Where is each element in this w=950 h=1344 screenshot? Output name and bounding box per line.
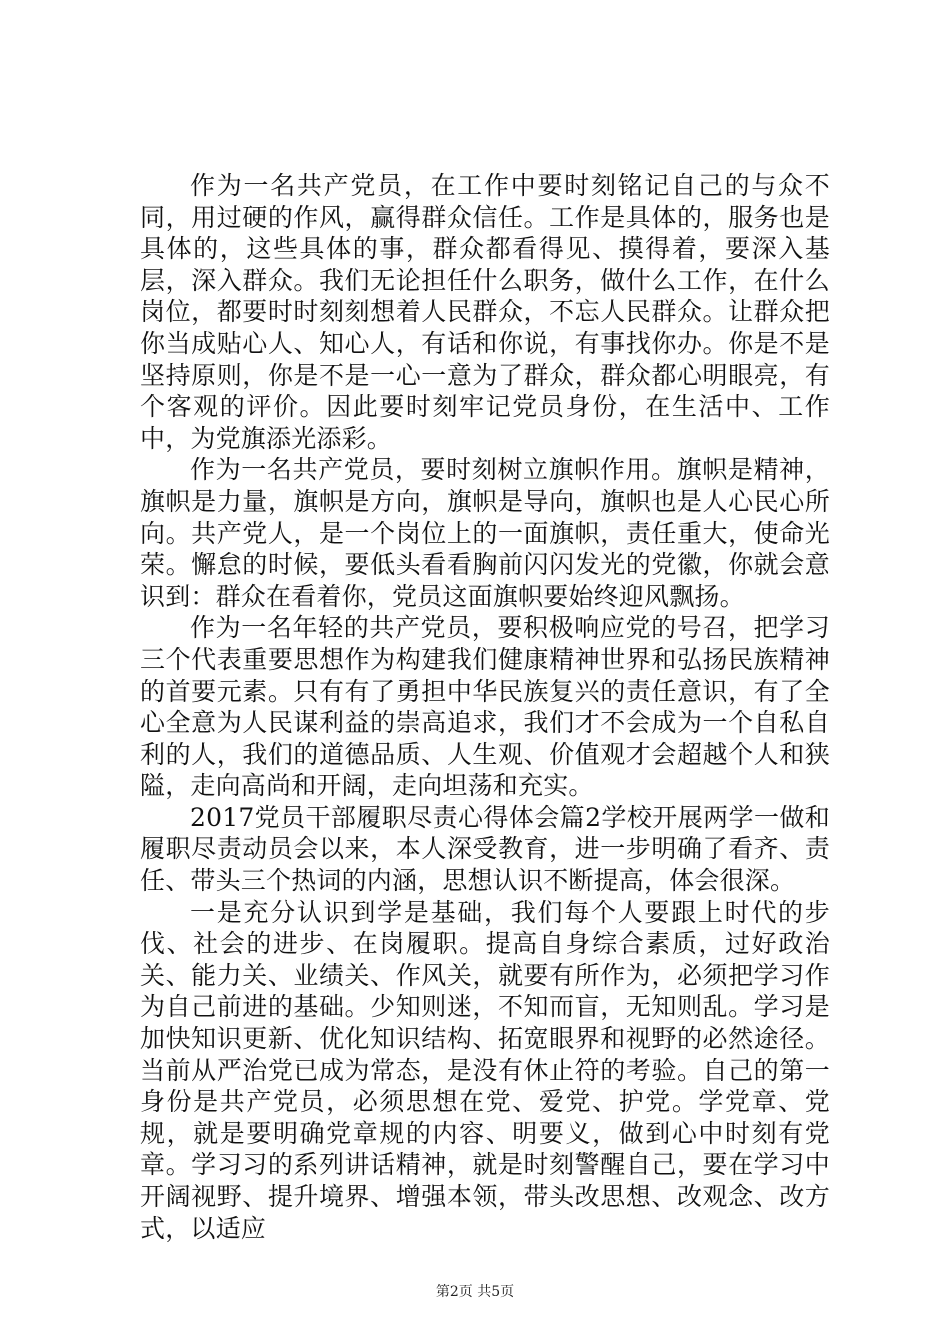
paragraph-2: 作为一名共产党员，要时刻树立旗帜作用。旗帜是精神，旗帜是力量，旗帜是方向，旗帜是导向，旗帜也是人心民心所向。共产党人，是一个岗位上的一面旗帜，责任重大，使命光荣。懈怠的时候，要低头看看胸前闪闪发光的党徽，你就会意识到：群众在看着你，党员这面旗帜要始终迎风飘扬。 [140, 455, 830, 611]
document-body [140, 170, 830, 1244]
paragraph-4: 2017党员干部履职尽责心得体会篇2学校开展两学一做和履职尽责动员会以来，本人深受教育，进一步明确了看齐、责任、带头三个热词的内涵，思想认识不断提高，体会很深。 [140, 802, 830, 896]
paragraph-5: 一是充分认识到学是基础，我们每个人要跟上时代的步伐、社会的进步、在岗履职。提高自身综合素质，过好政治关、能力关、业绩关、作风关，就要有所作为，必须把学习作为自己前进的基础。少知则迷，不知而盲，无知则乱。学习是加快知识更新、优化知识结构、拓宽眼界和视野的必然途径。当前从严治党已成为常态，是没有休止符的考验。自己的第一身份是共产党员，必须思想在党、爱党、护党。学党章、党规，就是要明确党章规的内容、明要义，做到心中时刻有党章。学习习的系列讲话精神，就是时刻警醒自己，要在学习中开阔视野、提升境界、增强本领，带头改思想、改观念、改方式，以适应 [140, 897, 830, 1243]
page-footer: 第2页 共5页 [435, 1284, 515, 1300]
paragraph-1: 作为一名共产党员，在工作中要时刻铭记自己的与众不同，用过硬的作风，赢得群众信任。工作是具体的，服务也是具体的，这些具体的事，群众都看得见、摸得着，要深入基层，深入群众。我们无论担任什么职务，做什么工作，在什么岗位，都要时时刻刻想着人民群众，不忘人民群众。让群众把你当成贴心人、知心人，有话和你说，有事找你办。你是不是坚持原则，你是不是一心一意为了群众，群众都心明眼亮，有个客观的评价。因此要时刻牢记党员身份，在生活中、工作中，为党旗添光添彩。 [140, 171, 830, 453]
paragraph-3: 作为一名年轻的共产党员，要积极响应党的号召，把学习三个代表重要思想作为构建我们健康精神世界和弘扬民族精神的首要元素。只有有了勇担中华民族复兴的责任意识，有了全心全意为人民谋利益的崇高追求，我们才不会成为一个自私自利的人，我们的道德品质、人生观、价值观才会超越个人和狭隘，走向高尚和开阔，走向坦荡和充实。 [140, 613, 830, 801]
